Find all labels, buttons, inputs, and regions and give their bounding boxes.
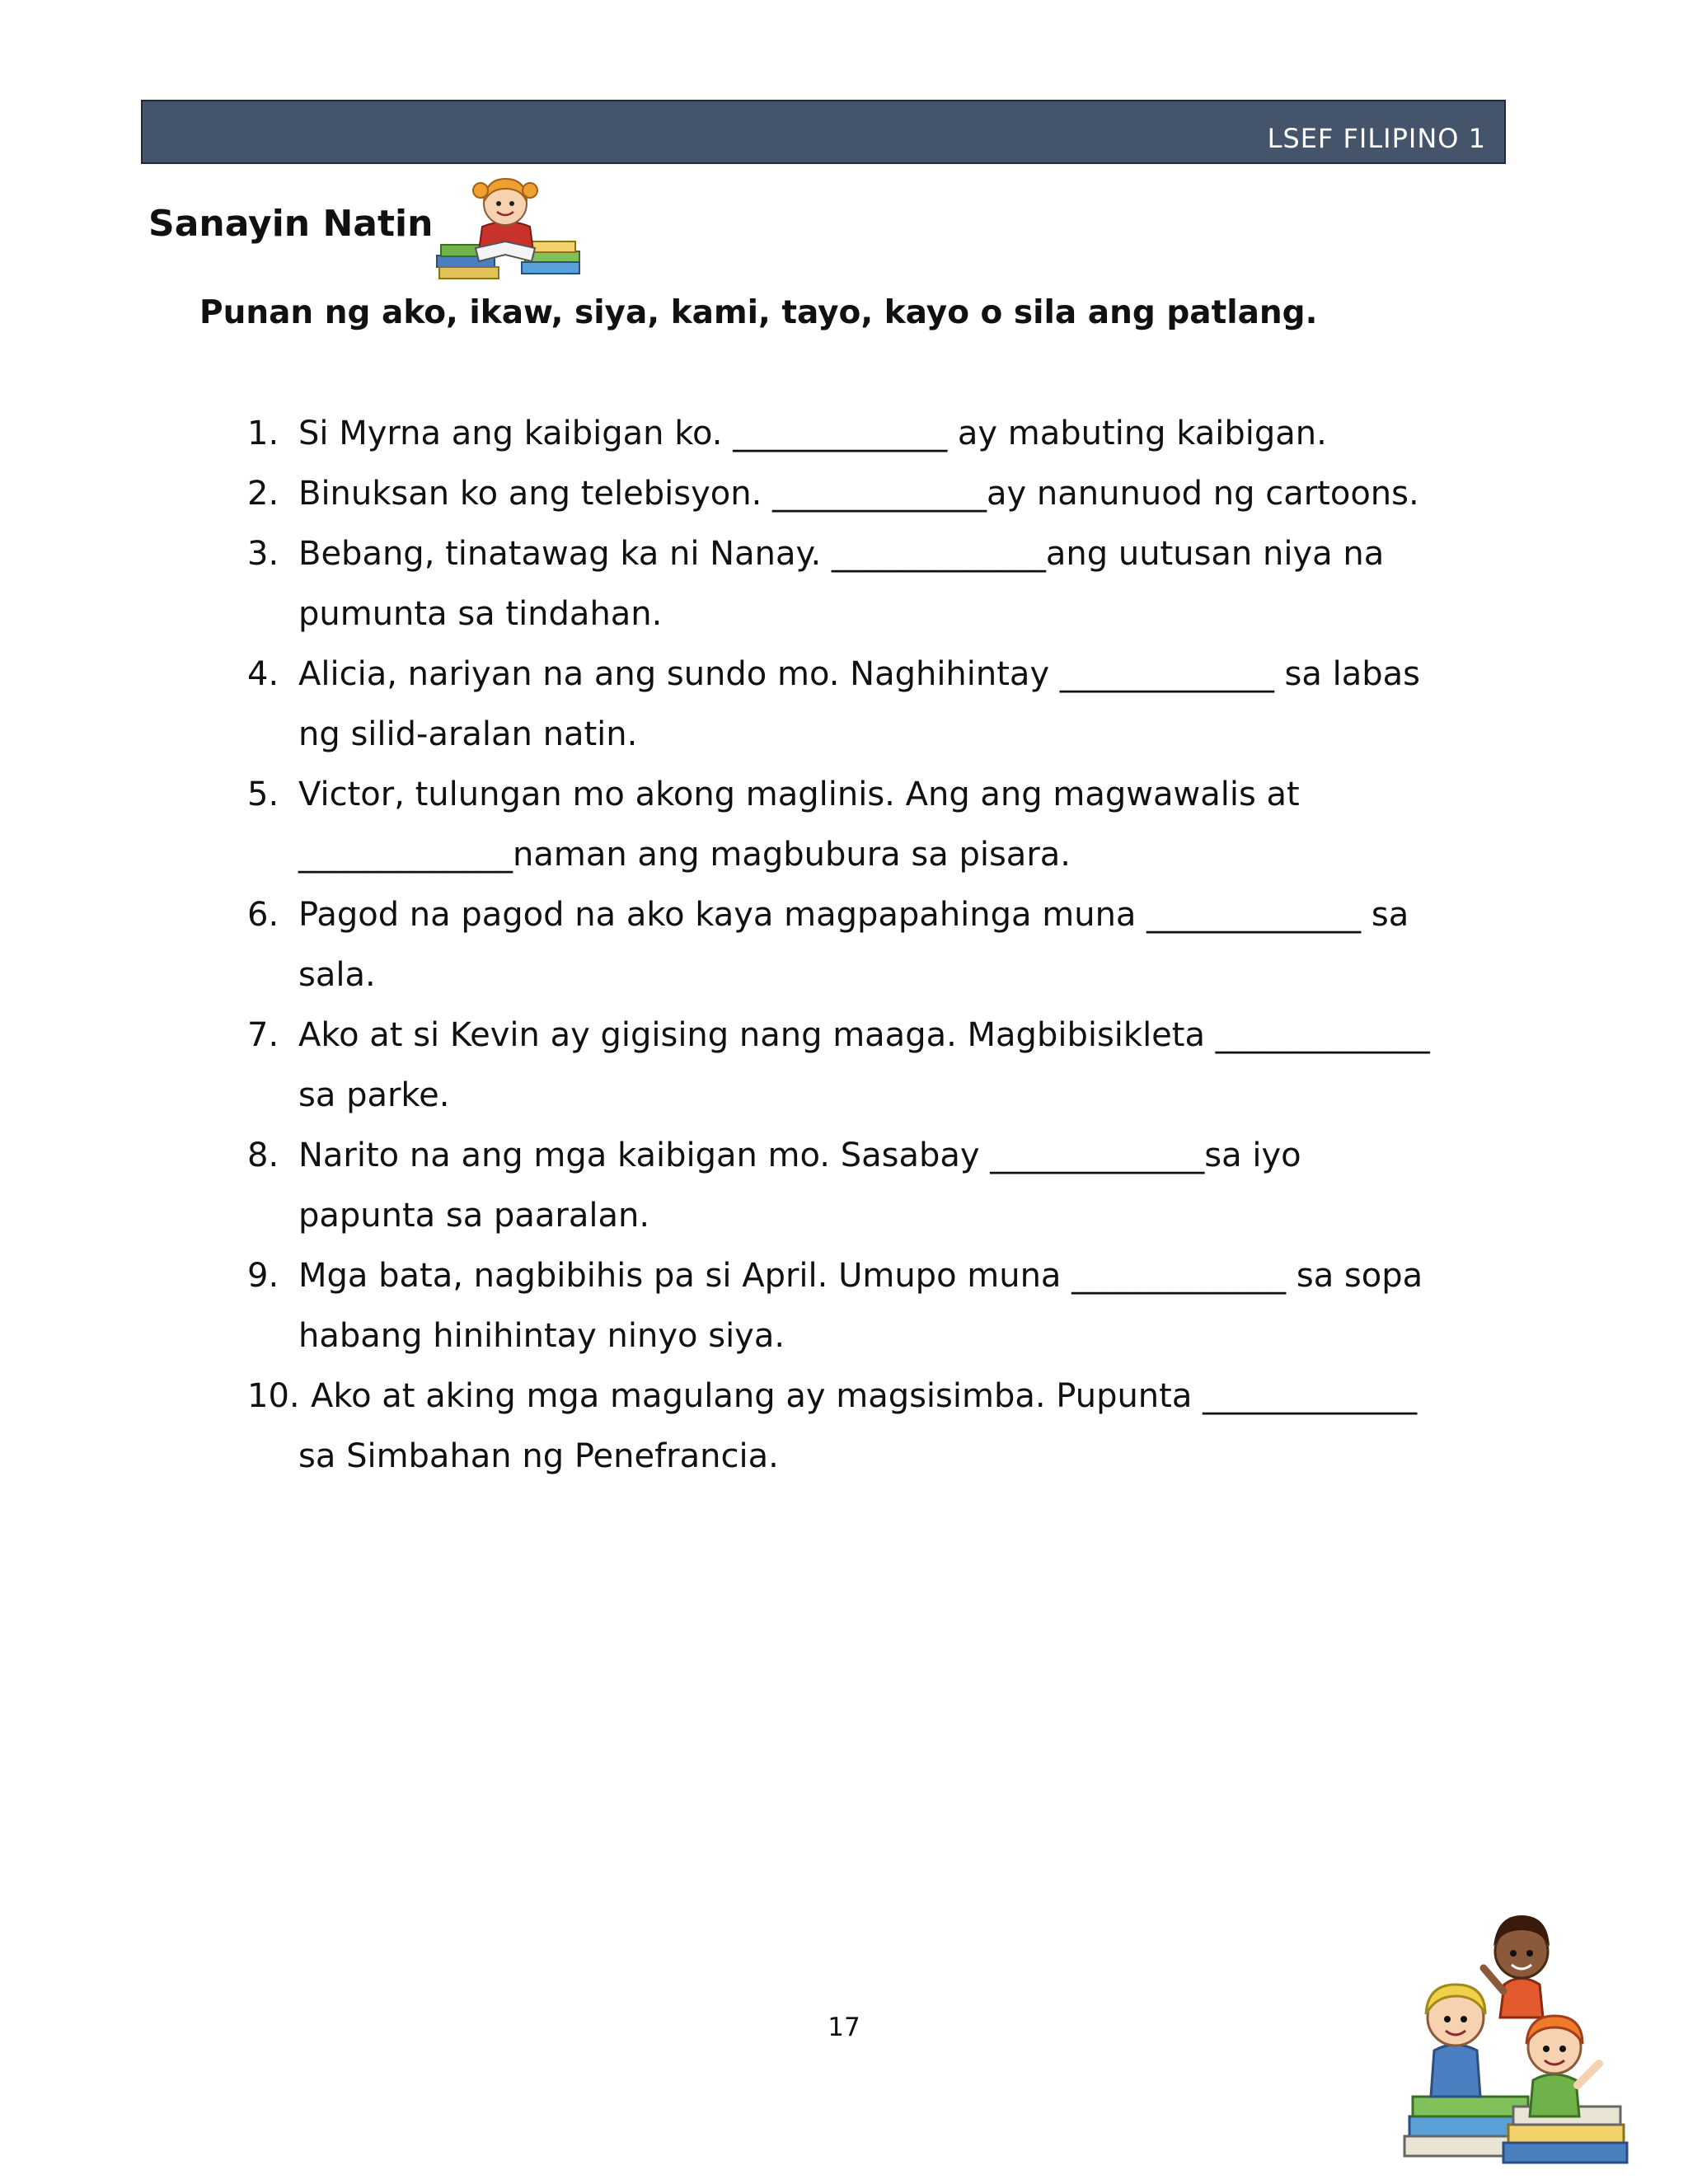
- item-number: 7.: [247, 1016, 279, 1054]
- item-text-line1: Ako at si Kevin ay gigising nang maaga. Magbibisikleta _____________: [298, 1016, 1430, 1054]
- exercise-item-4: [0, 644, 1688, 765]
- exercise-list: [0, 404, 1688, 1487]
- header-title: LSEF FILIPINO 1: [1267, 123, 1486, 154]
- exercise-item-7: [0, 1005, 1688, 1126]
- item-number: 8.: [247, 1137, 279, 1174]
- item-text-line2: papunta sa paaralan.: [298, 1197, 650, 1235]
- item-text-line1: Binuksan ko ang telebisyon. _____________ay nanunuod ng cartoons.: [298, 475, 1419, 513]
- item-text-line2: ng silid-aralan natin.: [298, 715, 638, 753]
- item-number: 4.: [247, 655, 279, 693]
- item-text-line2: sa parke.: [298, 1076, 450, 1114]
- children-on-books-icon: [1401, 1894, 1632, 2174]
- item-text-line2: _____________naman ang magbubura sa pisara.: [298, 836, 1071, 874]
- item-text-line2: sala.: [298, 956, 376, 994]
- item-text-line1: Si Myrna ang kaibigan ko. _____________ ay mabuting kaibigan.: [298, 415, 1327, 452]
- exercise-item-2: [0, 464, 1688, 524]
- instruction-text: Punan ng ako, ikaw, siya, kami, tayo, kayo o sila ang patlang.: [199, 294, 1318, 331]
- exercise-item-6: [0, 885, 1688, 1005]
- exercise-item-8: [0, 1126, 1688, 1246]
- item-number: 10.: [247, 1377, 300, 1415]
- item-number: 2.: [247, 475, 279, 513]
- page-number: 17: [828, 2013, 860, 2042]
- item-number: 3.: [247, 535, 279, 573]
- exercise-item-5: [0, 765, 1688, 885]
- exercise-item-9: [0, 1246, 1688, 1366]
- item-number: 9.: [247, 1257, 279, 1295]
- item-text-line1: Bebang, tinatawag ka ni Nanay. _____________ang uutusan niya na: [298, 535, 1385, 573]
- item-number: 6.: [247, 896, 279, 934]
- item-text-line1: Narito na ang mga kaibigan mo. Sasabay _____________sa iyo: [298, 1137, 1301, 1174]
- item-number: 5.: [247, 776, 279, 813]
- header-bar: [141, 100, 1506, 164]
- item-text-line2: habang hinihintay ninyo siya.: [298, 1317, 785, 1355]
- item-text-line2: sa Simbahan ng Penefrancia.: [298, 1437, 779, 1475]
- item-text-line1: Victor, tulungan mo akong maglinis. Ang ang magwawalis at: [298, 776, 1300, 813]
- exercise-item-1: [0, 404, 1688, 464]
- item-text-line1: Ako at aking mga magulang ay magsisimba. Pupunta _____________: [311, 1377, 1418, 1415]
- item-text-line1: Mga bata, nagbibihis pa si April. Umupo muna _____________ sa sopa: [298, 1257, 1423, 1295]
- girl-reading-books-icon: [433, 169, 585, 288]
- exercise-item-3: [0, 524, 1688, 644]
- item-text-line1: Alicia, nariyan na ang sundo mo. Naghihintay _____________ sa labas: [298, 655, 1420, 693]
- section-title: Sanayin Natin: [148, 203, 434, 245]
- item-text-line2: pumunta sa tindahan.: [298, 595, 663, 633]
- item-text-line1: Pagod na pagod na ako kaya magpapahinga muna _____________ sa: [298, 896, 1409, 934]
- item-number: 1.: [247, 415, 279, 452]
- exercise-item-10: [0, 1366, 1688, 1487]
